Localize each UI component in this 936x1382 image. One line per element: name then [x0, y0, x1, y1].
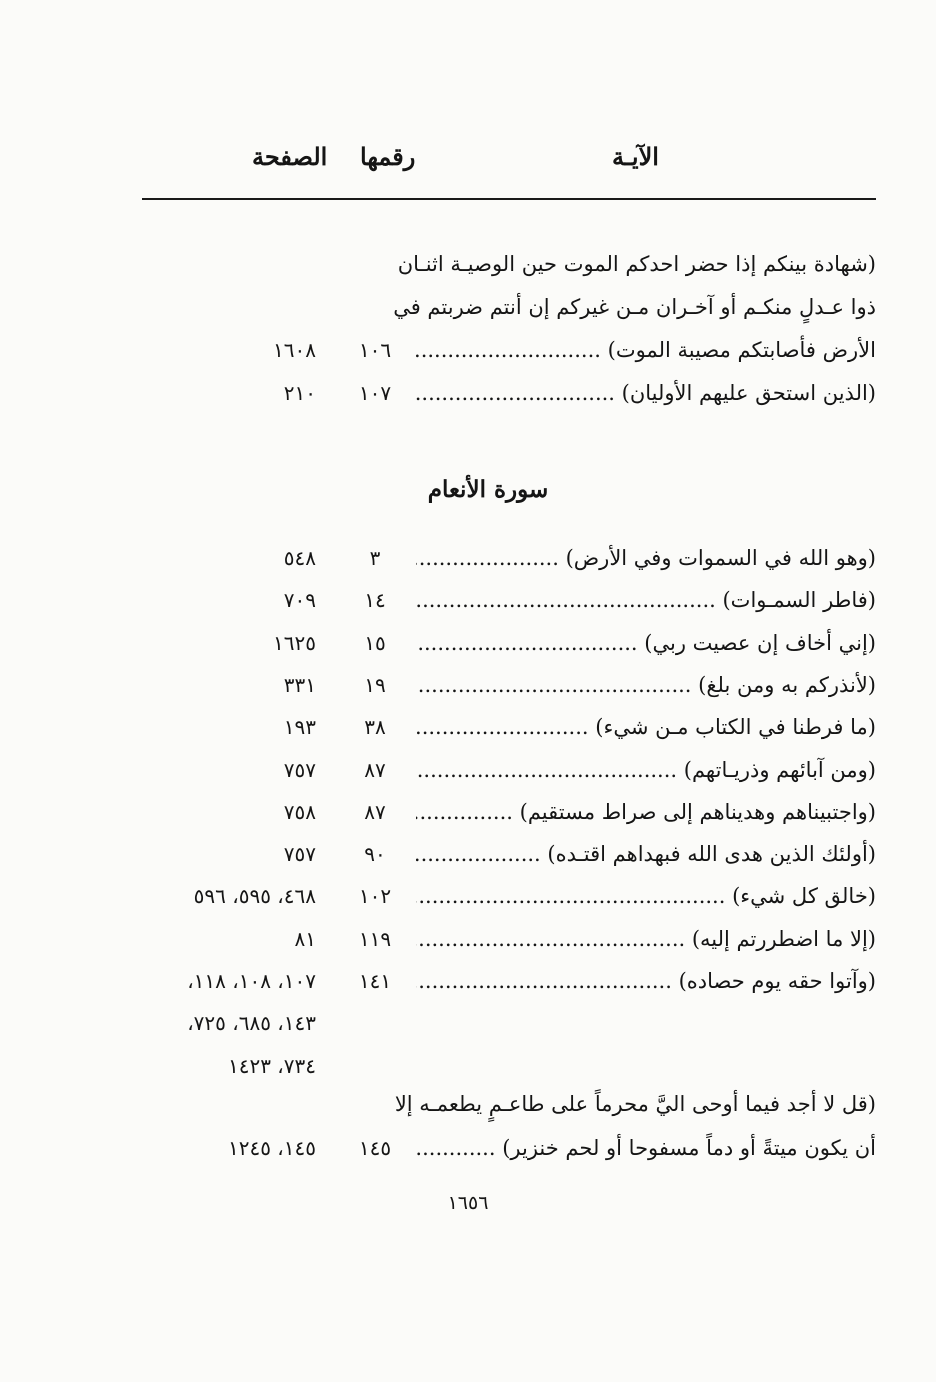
page-reference: ٥٤٨: [283, 546, 316, 570]
page-reference: ٧٥٧: [283, 757, 316, 782]
verse-text: (واجتبيناهم وهديناهم إلى صراط مستقيم) .....: [416, 792, 876, 832]
verse-number: ٣: [369, 546, 381, 570]
verse-text: (ما فرطنا في الكتاب مـن شيء) .....: [416, 707, 876, 747]
page-reference: ١٩٣: [283, 715, 316, 740]
page-reference: ٧٥٨: [283, 799, 316, 824]
page-reference: ١٤٣، ٦٨٥، ٧٢٥،: [187, 1011, 316, 1036]
verse-number: ٨٧: [364, 757, 386, 782]
index-row: [140, 623, 876, 663]
verse-number: ٩٠: [364, 842, 386, 867]
verse-text: (أولئك الذين هدى الله فبهداهم اقتـده) .....: [416, 834, 876, 874]
verse-number: ١١٩: [358, 926, 392, 951]
verse-text: (فاطر السمـوات) .....: [416, 580, 876, 620]
index-row: [140, 330, 876, 370]
verse-number: ١٤١: [358, 969, 392, 993]
verse-text: (الذين استحق عليهم الأوليان) .....: [416, 373, 876, 413]
verse-text: (قل لا أجد فيما أوحى اليَّ محرماً على طاعـمٍ يطعمـه إلا: [394, 1092, 876, 1116]
index-row: [140, 919, 876, 959]
index-row: [140, 792, 876, 832]
index-row: [140, 961, 876, 1001]
page-reference: ٢١٠: [283, 381, 316, 405]
page-reference: ٧٠٩: [283, 588, 316, 613]
index-row: [140, 373, 876, 413]
verse-number: ١٩: [364, 672, 386, 697]
header-divider: [142, 198, 876, 200]
verse-number: ١٥: [364, 630, 386, 655]
page-number: ١٦٥٦: [447, 1192, 489, 1214]
page-reference: ١٤٥، ١٢٤٥: [227, 1136, 316, 1160]
verse-text: (ومن آبائهم وذريـاتهم) .....: [416, 750, 876, 790]
index-row: [140, 834, 876, 874]
verse-number: ٣٨: [364, 715, 386, 740]
verse-text: (وهو الله في السموات وفي الأرض) .....: [416, 538, 876, 578]
page-reference: ٧٣٤، ١٤٢٣: [227, 1053, 316, 1078]
page-reference: ١٠٧، ١٠٨، ١١٨،: [187, 969, 316, 993]
verse-text: أن يكون ميتةً أو دماً مسفوحا أو لحم خنزير) .....: [416, 1128, 876, 1168]
page-reference: ٨١: [294, 926, 316, 951]
verse-number: ١٤: [364, 588, 386, 613]
index-row: [140, 750, 876, 790]
verse-number: ١٠٢: [358, 884, 392, 909]
column-header-number: رقمها: [360, 142, 416, 171]
verse-text: (إني أخاف إن عصيت ربي) .....: [416, 623, 876, 663]
page-reference: ٣٣١: [283, 672, 316, 697]
column-header-ayah: الآيـة: [612, 142, 659, 171]
verse-text: (إلا ما اضطررتم إليه) .....: [416, 919, 876, 959]
page-reference: ٤٦٨، ٥٩٥، ٥٩٦: [193, 884, 316, 909]
page-reference: ١٦٢٥: [273, 630, 316, 655]
verse-number: ١٤٥: [358, 1136, 392, 1160]
verse-text: (شهادة بينكم إذا حضر احدكم الموت حين الوصيـة اثنـان: [397, 252, 876, 276]
verse-text: (لأنذركم به ومن بلغ) .....: [416, 665, 876, 705]
index-row: [140, 665, 876, 705]
verse-number: ١٠٧: [358, 381, 392, 405]
verse-text: (وآتوا حقه يوم حصاده) .....: [416, 961, 876, 1001]
index-row: [140, 287, 876, 327]
verse-text: ذوا عـدلٍ منكـم أو آخـران مـن غيركم إن أنتم ضربتم في: [393, 295, 876, 319]
page-reference: ١٦٠٨: [273, 338, 316, 362]
index-row: [140, 1128, 876, 1168]
verse-text: الأرض فأصابتكم مصيبة الموت) .....: [416, 330, 876, 370]
index-row: [140, 876, 876, 916]
column-header-page: الصفحة: [252, 142, 328, 171]
verse-number: ١٠٦: [358, 338, 392, 362]
index-row: [140, 244, 876, 284]
page-reference: ٧٥٧: [283, 842, 316, 867]
index-row: [140, 538, 876, 578]
index-row: [140, 1003, 876, 1043]
index-row: [140, 707, 876, 747]
index-row: [140, 1046, 876, 1086]
surah-title: سورة الأنعام: [427, 476, 549, 503]
verse-text: (خالق كل شيء) .....: [416, 876, 876, 916]
verse-number: ٨٧: [364, 799, 386, 824]
index-row: [140, 1084, 876, 1124]
index-row: [140, 580, 876, 620]
